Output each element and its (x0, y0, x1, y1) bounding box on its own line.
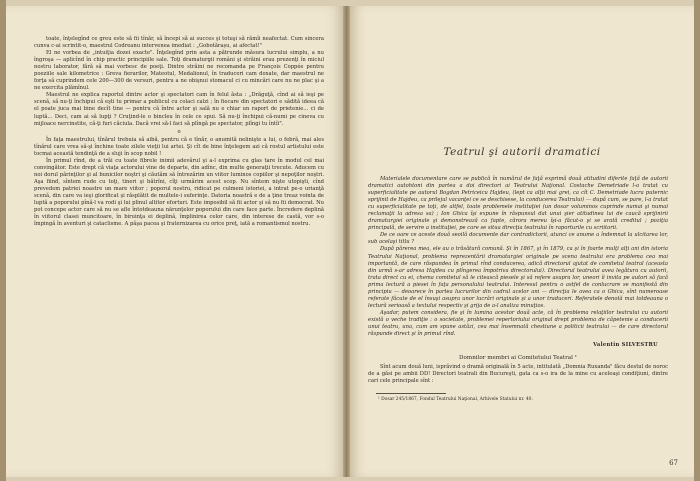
right-page-edge (694, 0, 700, 481)
left-page-text-column (34, 36, 324, 228)
left-paragraph-1: toate, înţelegînd ce greu este să fii tînăr, să începi să ai succes şi totuşi să rămîi neafectat. Cum sincera cunva c-ai scrintit-o, maestrul Codreanu intervenea imediat : „Gobotărașu, ai afectat!" (34, 36, 324, 50)
footnote-rule (376, 393, 446, 394)
footnote: ¹ Dosar 245/1867, Fondul Teatrului Naţional, Arhivele Statului nr. 40. (378, 397, 533, 403)
page-number: 67 (669, 459, 678, 467)
article-heading: Teatrul şi autorii dramatici (443, 146, 601, 158)
intro-paragraph-2: De ce oare ce aceste două seoilă documente dar contradictorii, atunci ce anume a îndemnat la ulcitarea lor, sub acelaşi titlu ? (368, 232, 668, 246)
letter-body-paragraph: Sînt acum două luni, isprăvind o dramă originală în 5 acte, intitulată „Domnia Ruxanda" făcu destul de noroc de a găsi pe ambii DD! Directori teatrali din Bucureşti, gata ca s-o ira de la mine cu aceleaşi condiţiuni, dintre cari cele principale sînt : (368, 364, 668, 385)
right-page-text-column (368, 176, 668, 403)
left-paragraph-3: Maestrul ne explica raportul dintre actor şi spectatori cam în felul ăsta : „Drăguţă, cînd ai să ieşi pe scenă, să nu-ţi închipui că eşti tu primar a publicul cu colaci calzi ; în fiecare din spectatori e sădită ideea că el poate juca mai bine decît tine — pentru că între actor şi sală nu e chiar un raport de prietenie... ci de luptă... Deci, cam ai să lupţi ? Cruţind-le o bincleu în cele ce spui. Să nu-ţi închipui că-numi pe cineva cu mijloace nercinstite, că-ţi furi căciula. Dacă vrei să-l faci să plîngă pe spectator, plîngi tu întîi". (34, 92, 324, 127)
left-page (6, 6, 343, 477)
left-paragraph-5: În primul rînd, de a trăi cu toate fibrele inimii adevărul şi a-l exprima cu glas tare în modul cel mai convingător. Este drept că viaţa actorului vine de departe, din adînc, din multe generaţii trecute. Aducem cu noi dorul părinţilor şi al bunicilor noştri şi căutăm să întrezărim un viitor luminos copiilor şi nepoţilor noştri. Aşa fiind, sîntem rude cu toţi, tineri şi bătrîni, cîţi urmărim acest scop. Nu sîntem nişte utopişti, cînd prevedem patriei noastre un mare viitor ; poporul nostru, ridicat pe culmeni istoriei, a intrat pe-o urianţă scenă, din care va ieşi glorificat şi răsplătit de multele-i suferinţe. Datoria noastră e de a ţine treaz vointa de luptă a poporului pînă-l va rodi şi lui plinul altitor eforturi. Este imposibil să fii actor şi să nu fii democrat. Nu pot concepe actor care să nu se afle întotdeauna nărunţelor poporului din care face parte. Încredere deplină în viitorul clasei muncitoare, în biruinţa ei deplină, împlinirea celor care, din interese de castă, vor s-o împingă în aventuri şi cataclisme. A păşa pacea şi fraternizarea cu orice preţ, iată a romantismul nostru. (34, 157, 324, 228)
book-gutter (343, 6, 350, 477)
author-signature: Valentin SILVESTRU (593, 342, 658, 349)
intro-paragraph-1: Materialele documentare care se publică în numărul de faţă exprimă două atitudini diferite faţă de autorii dramatici autohtoni din partea a doi directori ai Teatrului Naţional. Costache Demetriade l-a tratat cu superficialitate pe autorul Bogdan Petriceicu Hajdeu, (lept ca alţii mai grei, ca cît C. Demetriade lucra puternic sprijinit de Hajdeu, ca prilejul vacanţei ce se deschisese, la conducerea Teatrului) — după cum, se pare, l-a tratat cu superficialitate pe toţi, de altfel, toate problemele instituţiei (un dosar voluminos cuprinde numai şi numai reclamaţii la adresa sa) ; Ion Ghica îşi expune în răspunsul dat unui şier atitudinea lui de caucă sprijinirii dramaturgiei originale şi demonstrează ca fapte, cărora mereu îşi-a făcut-o şi se arată creditul ; poziţia principală, de servire a instituţiei, pe care se situa direcţia teatrului în raporturile cu scriitorii. (368, 176, 668, 232)
intro-paragraph-4: Aşadar, putem considera, fie şi în lumina acestor două acte, că în problema relaţiilor teatrului cu autorii există o veche tradiţie : o societate, problemei repertoriului original drept problema de căpetenie a conducerii unui teatru, una, cum am spune astăzi, cea mai însemnată chestiune a politicii teatrului — de care directorul răspunde direct şi în primul rînd. (368, 309, 668, 338)
left-paragraph-4: În faţa maestrului, tînărul trebuia să aibă, pentru că e tînăr, o anumită nelinişte a lui, o febră, mai ales tînărul care vrea să-şi închine toate zilele vieţii lui artei. Şi cît de bine înţelegem azi că rostul artistului este tocmai această tendinţă de a sluji în scop nobil ! (34, 136, 324, 157)
section-separator: o (177, 128, 181, 135)
right-page (350, 6, 694, 477)
left-paragraph-2: El ne vorbea de „intuiţia dozei exacte". Înţelegînd prin asta a pătrunde măsura lucrului simplu, a nu îngroşa — aplicînd în chip practic principiile sale. Toţi dramaturgii români şi străini erau prezenţi în miciul nostru laborator, fără să mai vorbesc de poeţi. Dintre străini ne recomanda pe François Coppée pentru poeziile sale kilometrice : Greva fierarilor, Mateotul, Medalionul, în traduceri cam doxate, dar maestrul ne forţa să cuprindem cele 200—300 de versuri, pentru a ne obişnui stomacul ci cu mincări care nu ne plac şi a ne exercita plămînul. (34, 50, 324, 92)
letter-salutation: Domnilor membri ai Comitetului Teatral ¹ (459, 355, 577, 362)
intro-paragraph-3: După părerea mea, ele au o trăsătură comună. Şi în 1867, şi în 1879, ca şi în foarte mulţi alţi ani din istoria Teatrului Naţional, problema reprezentării dramaturgiei originale pe scena teatrului era problema cea mai importantă, de care răspundea în primul rînd conducerea, adică directorul ajutat de comitetul teatral (aceasta din urmă s-ar adresa Hajdeu cu plîngerea împotriva directorului). Directorul teatrului avea legătura cu autorii, trata direct cu ei, chema comitetul să le citească piesele şi să refere asupra lor, uneori îi invita pe autori să facă prima lectură a piesei în faţa personalului teatrului. Interesul pentru o astfel de conlucrare se manifestă din principiu — deoarece în partea lucrurilor din cadrul acelor ani — direcţia le avea ca o Ghica, sînt numeroase referate făcute de el însuşi asupra unor lucrări originale şi a unor traduceri. Referatele denotă mai totdeauna o lectură serioasă a textului respectiv şi grija de a-l analiza minuţios. (368, 246, 668, 309)
